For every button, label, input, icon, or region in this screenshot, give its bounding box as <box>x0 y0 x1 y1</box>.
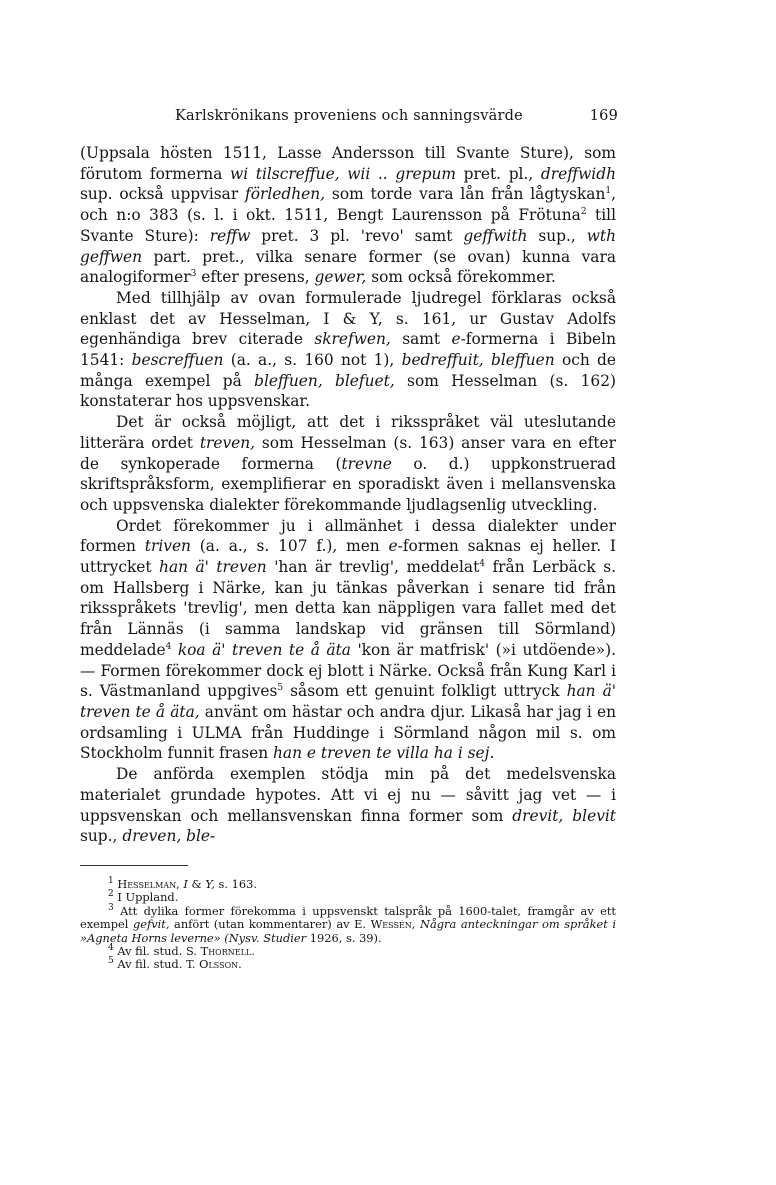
text-run: Av fil. stud. S. <box>113 944 201 959</box>
text-run: -formen saknas ej heller. I uttrycket <box>80 537 616 577</box>
text-run: triven <box>144 537 191 556</box>
text-run: samt <box>390 330 452 349</box>
text-run: Ordet förekommer ju i allmänhet i dessa dialekter under formen <box>80 516 616 556</box>
footnote <box>80 891 616 904</box>
text-run: sup. också uppvisar <box>80 185 246 204</box>
text-run: koa ä' treven te å äta <box>177 640 351 659</box>
text-run: dreven, ble- <box>122 827 216 846</box>
page-number: 169 <box>589 108 618 124</box>
running-header <box>170 108 618 130</box>
text-run: pret. pl., <box>456 164 541 183</box>
text-run: (a. a., s. 160 not 1), <box>223 351 402 370</box>
paragraph <box>80 412 616 516</box>
footnote-marker: 5 <box>277 683 284 694</box>
text-run: 'han är trevlig', meddelat <box>266 558 480 577</box>
text-run: (a. a., s. 107 f.), men <box>190 537 389 556</box>
paragraph <box>80 516 616 764</box>
text-run: wi tilscreffue, wii <box>230 164 371 183</box>
text-run: trevne <box>341 454 392 473</box>
footnote-marker: 4 <box>108 943 114 954</box>
text-run: sup., <box>80 827 123 846</box>
body-text <box>80 143 616 847</box>
footnote-divider <box>80 865 188 866</box>
footnote-marker: 3 <box>108 903 114 914</box>
text-run: förledhen, <box>245 185 326 204</box>
footnote-marker: 4 <box>165 641 172 652</box>
text-run: använt om hästar och andra djur. Likaså har jag i en ordsamling i ULMA från Huddinge i Sörmland någon mil s. om Stockholm funnit frasen <box>80 702 616 763</box>
text-run: drevit, blevit <box>512 806 616 825</box>
footnote <box>80 905 616 945</box>
text-run: Hesselman, <box>117 877 180 891</box>
text-run: De anförda exemplen stödja min på det medelsvenska materialet grundade hypotes. Att vi ej nu — såvitt jag vet — i uppsvenskan och mellansvenskan finna former som <box>80 765 616 825</box>
text-run: Olsson. <box>199 957 242 972</box>
footnotes <box>80 878 616 972</box>
footnote-marker: 3 <box>190 269 197 280</box>
text-run: som torde vara lån från lågtyskan <box>325 185 606 204</box>
text-run: reffw <box>209 226 251 245</box>
paragraph <box>80 143 616 288</box>
text-run: bedreffuit, bleffuen <box>401 351 555 370</box>
text-run: han ä' treven <box>159 558 267 577</box>
text-run: sup., <box>527 226 587 245</box>
text-run: från Lerbäck s. om Hallsberg i Närke, kan ju tänkas påverkan i senare tid från riksspråkets 'trevlig', men detta kan näppligen vara fallet med det från Lännäs (i samma landskap vid gränsen till Sörmland) meddelade <box>80 558 616 659</box>
text-run: wth geffwen <box>80 226 617 266</box>
footnote-marker: 1 <box>605 186 612 197</box>
text-run: som Hesselman (s. 162) konstaterar hos uppsvenskar. <box>80 371 616 411</box>
text-run: skrefwen, <box>314 330 391 349</box>
text-run: & <box>187 877 206 891</box>
text-run: I Uppland. <box>113 890 179 905</box>
text-run: Det är också möjligt, att det i riksspråket väl uteslutande litterära ordet <box>80 413 616 452</box>
footnote-marker: 4 <box>479 558 486 569</box>
text-run: bescreffuen <box>131 351 224 370</box>
text-run: och de många exempel på <box>80 351 616 390</box>
text-run: grepum <box>395 164 457 183</box>
text-run: Med tillhjälp av ovan formulerade ljudregel förklaras också enklast det av Hesselman, I & Y, s. 161, ur Gustav Adolfs egenhändiga brev citerade <box>80 288 616 349</box>
text-run: (Uppsala hösten 1511, Lasse Andersson till Svante Sture), som förutom formerna <box>80 144 616 183</box>
text-run: dreffwidh <box>540 164 616 183</box>
text-run: han e treven te villa ha i sej. <box>273 744 495 763</box>
text-run: gewer, <box>314 268 367 287</box>
footnote <box>80 958 616 971</box>
text-run: geffwith <box>463 226 528 245</box>
text-run: e <box>451 330 461 349</box>
text-run: anfört (utan kommentarer) av E. <box>169 917 371 932</box>
text-run: Av fil. stud. T. <box>113 957 200 972</box>
text-run: såsom ett genuint folkligt uttryck <box>283 682 567 701</box>
text-run: Några anteckningar om språket i »Agneta Horns leverne» (Nysv. Studier <box>80 917 616 945</box>
text-run: till Svante Sture): <box>80 206 616 245</box>
text-run: Y, <box>205 877 215 891</box>
text-run: Thornell. <box>200 944 255 959</box>
text-run: gefvit, <box>132 917 170 932</box>
running-title: Karlskrönikans proveniens och sanningsvärde <box>175 108 523 124</box>
text-run: , och n:o 383 (s. l. i okt. 1511, Bengt Laurensson på Frötuna <box>80 185 617 225</box>
footnote-marker: 5 <box>108 956 114 967</box>
paragraph <box>80 764 616 847</box>
text-run: 'kon är matfrisk' (»i utdöende»). — Formen förekommer dock ej blott i Närke. Också från Kung Karl i s. Västmanland uppgives <box>80 640 616 701</box>
text-run: e <box>388 537 398 556</box>
paragraph <box>80 288 616 412</box>
text-run: han ä' treven te å äta, <box>80 682 616 721</box>
text-run: som Hesselman (s. 163) anser vara en efter de synkoperade formerna ( <box>80 433 616 473</box>
text-run: som också förekommer. <box>366 268 556 287</box>
footnote-marker: 1 <box>108 876 114 887</box>
text-run: bleffuen, blefuet, <box>254 371 395 390</box>
text-run: -formerna i Bibeln 1541: <box>80 330 616 370</box>
text-run: I <box>183 877 188 891</box>
text-run: s. 163. <box>214 877 257 891</box>
text-run: part. pret., vilka senare former (se ovan) kunna vara analogiformer <box>80 247 616 287</box>
footnote-marker: 2 <box>108 889 114 900</box>
text-run: efter presens, <box>196 268 315 287</box>
text-run: pret. 3 pl. 'revo' samt <box>250 226 464 245</box>
footnote-marker: 2 <box>580 206 587 217</box>
text-run: .. <box>370 164 396 183</box>
text-run: treven, <box>199 433 256 452</box>
text-run: o. d.) uppkonstruerad skriftspråksform, exemplifierar en sporadiskt även i mellansvenska och uppsvenska dialekter förekommande ljudlagsenlig utveckling. <box>80 454 616 514</box>
text-run: Att dylika former förekomma i uppsvenskt talspråk på 1600-talet, framgår av ett exempel <box>80 903 616 932</box>
text-run: Wessén, <box>370 917 416 932</box>
text-run: 1926, s. 39). <box>306 930 382 945</box>
